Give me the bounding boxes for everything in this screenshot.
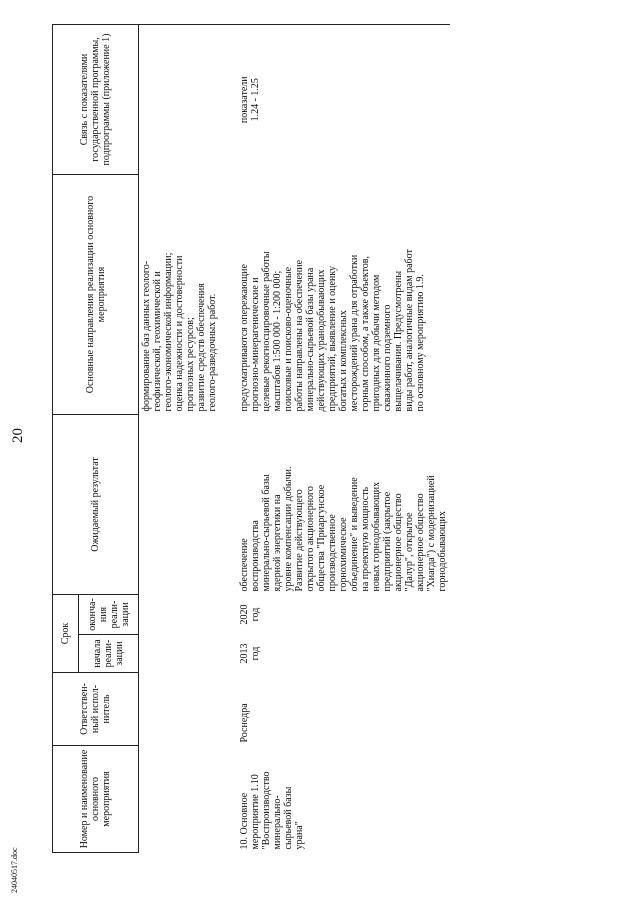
start-year: 2013 год — [238, 643, 261, 664]
measure-executor: Роснедра — [238, 703, 250, 743]
indicator-link: показатели 1.24 - 1.25 — [237, 25, 450, 175]
header-start: начала реали-зации — [79, 635, 139, 673]
main-directions: предусматриваются опережающие прогнозно-минерагенические и целевые рекогносцировочные работы масштабов 1:500 000 - 1:200 000; поисковые и поисково-оценочные работы направлены на обеспечение минерально-сырьевой базы урана действующих уранодобывающих предприятий, выявление и оценку богатых и комплексных месторождений урана для отработки горным способом, а также объектов, пригодных для добычи методом скважинного подземного выщелачивания. Предусмотрены виды работ, аналогичные видам работ по основному мероприятию 1.9. — [238, 249, 426, 412]
prev-directions: формирование баз данных геолого- геофизической, геохимической и геолого-экономической информации; оценка надежности и достоверности прогнозных ресурсов; развитие средств обеспечения геолого-разведочных работ. — [141, 252, 218, 412]
header-executor: Ответствен-ный испол-нитель — [53, 673, 139, 746]
measure-title: 10. Основное мероприятие 1.10 "Воспроизводство минерально- сырьевой базы урана" — [238, 771, 305, 850]
table-row — [237, 25, 450, 853]
header-result: Ожидаемый результат — [53, 415, 139, 595]
expected-result: обеспечение воспроизводства минерально-сырьевой базы ядерной энергетики на уровне компенсации добычи. Развитие действующего открытого акционерного общества "Приаргунское производственное горнохимическое объединение" и выведение на проектную мощность новых горнодобывающих предприятий (закрытое акционерное общество "Далур", открытое акционерное общество "Хиагда") с модернизацией горнодобывающих — [238, 466, 448, 592]
document-id: 24040517.doc — [10, 847, 19, 893]
header-term: Срок — [53, 595, 79, 673]
measures-table — [52, 24, 450, 853]
header-end: оконча-ния реали-зации — [79, 595, 139, 635]
header-measure: Номер и наименование основного мероприятия — [53, 746, 139, 853]
table-row-continued — [139, 25, 237, 853]
end-year: 2020 год — [238, 604, 261, 625]
header-link: Связь с показателями государственной программы, подпрограммы (приложение 1) — [53, 25, 139, 175]
header-directions: Основные направления реализации основного мероприятия — [53, 175, 139, 415]
page-number: 20 — [10, 428, 26, 443]
